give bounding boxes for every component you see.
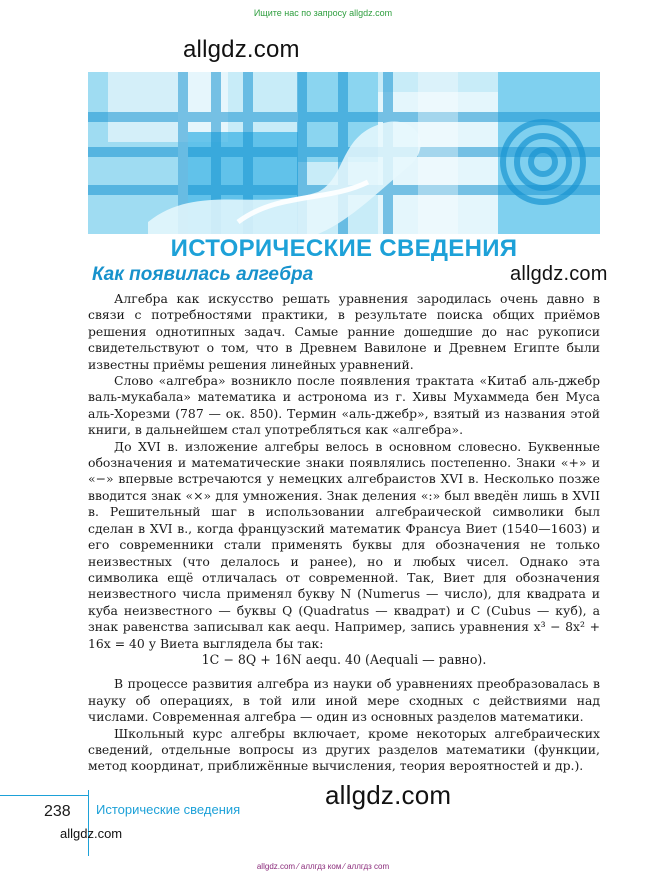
bottom-note: allgdz.com ⁄ аллгдз ком ⁄ аллгдз com bbox=[256, 862, 390, 871]
decorative-banner-graphic bbox=[88, 72, 600, 234]
page-number: 238 bbox=[44, 803, 71, 820]
formula: 1C − 8Q + 16N aequ. 40 (Aequali — равно). bbox=[201, 651, 487, 667]
watermark: allgdz.com bbox=[60, 826, 123, 841]
paragraph: Алгебра как искусство решать уравнения зародилась очень давно в связи с потребностями практики, в результате поиска общих приёмов решения однотипных задач. Самые ранние дошедшие до нас рукописи свидетельствуют о том, что в Древнем Вавилоне и Древнем Египте были известны приёмы решения линейных уравнений. bbox=[88, 291, 600, 372]
paragraph: Слово «алгебра» возникло после появления трактата «Китаб аль-джебр валь-мукабала» математика и астронома из г. Хивы Мухаммеда бен Муса аль-Хорезми (787 — ок. 850). Термин «аль-джебр», взятый из названия этой книги, в дальнейшем стал употребляться как «алгебра». bbox=[88, 373, 600, 438]
paragraph: В процессе развития алгебра из науки об уравнениях преобразовалась в науку об операциях, в той или иной мере сходных с действиями над числами. Современная алгебра — один из основных разделов математики. bbox=[88, 676, 600, 725]
footer-divider bbox=[0, 795, 89, 796]
watermark: allgdz.com bbox=[325, 780, 452, 810]
watermark: allgdz.com bbox=[510, 263, 608, 285]
article-body bbox=[88, 291, 600, 775]
article-subtitle: Как появилась алгебра bbox=[92, 264, 314, 285]
header-illustration bbox=[88, 72, 600, 234]
paragraph: До XVI в. изложение алгебры велось в основном словесно. Буквенные обозначения и математические знаки появлялись постепенно. Знаки «+» и «−» впервые встречаются у немецких алгебраистов XVI в. Несколько позже вводится знак «×» для умножения. Знак деления «:» был введён лишь в XVII в. Решительный шаг в использовании алгебраической символики был сделан в XVI в., когда французский математик Франсуа Виет (1540—1603) и его современники стали применять буквы для обозначения не только неизвестных (что делалось и ранее), но и любых чисел. Однако эта символика ещё отличалась от современной. Так, Виет для обозначения неизвестного числа применял букву N (Numerus — число), для квадрата и куба неизвестного — буквы Q (Quadratus — квадрат) и C (Cubus — куб), а знак равенства записывал как aequ. Например, запись уравнения x³ − 8x² + 16x = 40 у Виета выглядела бы так: bbox=[88, 438, 600, 651]
footer-section-title: Исторические сведения bbox=[96, 802, 241, 817]
paragraph: Школьный курс алгебры включает, кроме некоторых алгебраических сведений, отдельные вопросы из других разделов математики (функции, метод координат, приближённые вычисления, теория вероятностей и др.). bbox=[88, 725, 600, 774]
section-title: ИСТОРИЧЕСКИЕ СВЕДЕНИЯ bbox=[170, 235, 518, 262]
footer-divider bbox=[88, 790, 89, 856]
watermark: allgdz.com bbox=[183, 36, 300, 63]
top-note: Ищите нас по запросу allgdz.com bbox=[253, 8, 393, 18]
